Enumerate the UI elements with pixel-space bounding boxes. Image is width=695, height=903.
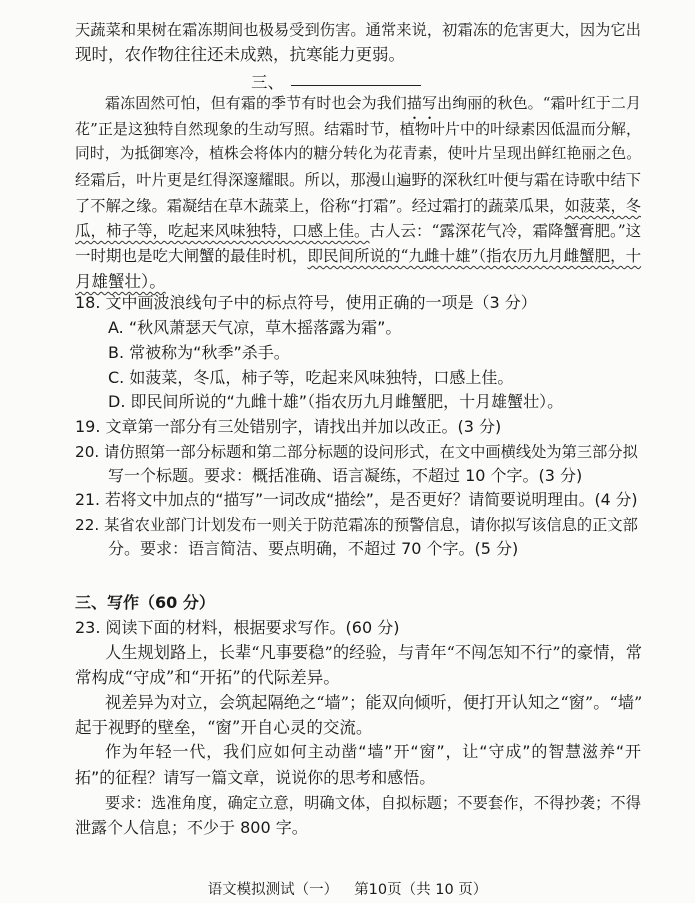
text: 了不解之缘。霜凝结在草木蔬菜上，俗称“打霜”。经过霜打的蔬菜瓜果， <box>75 197 565 215</box>
question-18: 18. 文中画波浪线句子中的标点符号，使用正确的一项是（3 分） <box>75 293 537 312</box>
material-line: 常构成“守成”和“开拓”的代际差异。 <box>75 668 340 687</box>
passage-line: 经霜后，叶片更是红得深邃耀眼。所以，那漫山遍野的深秋红叶便与霜在诗歌中结下 <box>75 171 641 189</box>
passage-line <box>75 196 641 216</box>
option-d: D. 即民间所说的“九雌十雄”（指农历九月雌蟹肥，十月雄蟹壮）。 <box>108 392 564 411</box>
part3-heading: 三、 <box>251 73 284 92</box>
question-20-cont: 写一个标题。要求：概括准确、语言凝练，不超过 10 个字。(3 分) <box>108 466 583 485</box>
material-line: 作为年轻一代，我们应如何主动凿“墙”开“窗”，让“守成”的智慧滋养“开 <box>105 742 641 761</box>
question-20: 20. 请仿照第一部分标题和第二部分标题的设问形式，在文中画横线处为第三部分拟 <box>75 443 638 461</box>
material-line: 视差异为对立，会筑起隔绝之“墙”；能双向倾听，便打开认知之“窗”。“墙” <box>105 693 643 712</box>
passage-line <box>75 221 641 241</box>
wavy-underlined-text: 瓜，柿子等，吃起来风味独特，口感上佳。 <box>75 222 370 240</box>
text: 一时期也是吃大闸蟹的最佳时机， <box>75 247 308 265</box>
text: 古人云：“露深花气冷，霜降蟹膏肥。”这 <box>369 222 642 240</box>
passage-line: 天蔬菜和果树在霜冻期间也极易受到伤害。通常来说，初霜冻的危害更大，因为它出 <box>75 21 641 39</box>
title-blank-line <box>291 67 421 86</box>
option-a: A. “秋风萧瑟天气凉，草木摇落露为霜”。 <box>108 318 402 337</box>
emphasis-dot-char: 写 <box>422 94 438 112</box>
material-line: 拓”的征程？请写一篇文章，说说你的思考和感悟。 <box>75 768 436 787</box>
question-21: 21. 若将文中加点的“描写”一词改成“描绘”，是否更好？请简要说明理由。(4 分) <box>75 490 638 509</box>
option-c: C. 如菠菜，冬瓜，柿子等，吃起来风味独特，口感上佳。 <box>108 368 514 387</box>
section-title-writing: 三、写作（60 分） <box>75 593 215 612</box>
passage-line <box>75 246 641 266</box>
passage-line: 同时，为抵御寒冷，植株会将体内的糖分转化为花青素，使叶片呈现出鲜红艳丽之色。 <box>75 145 641 162</box>
requirement-line: 泄露个人信息；不少于 800 字。 <box>75 818 308 837</box>
question-22-cont: 分。要求：语言简洁、要点明确，不超过 70 个字。(5 分) <box>108 539 519 558</box>
wavy-underlined-text: 月雄蟹壮）。 <box>75 272 166 291</box>
footer-page-number: 第10页（共 10 页） <box>354 882 488 898</box>
page-footer <box>0 878 695 899</box>
wavy-underlined-text: 如菠菜，冬 <box>564 197 642 215</box>
passage-line <box>105 93 641 113</box>
text: 出绚丽的秋色。“霜叶红于二月 <box>437 94 641 112</box>
requirement-line: 要求：选准角度，确定立意，明确文体，自拟标题；不要套作，不得抄袭；不得 <box>105 794 641 812</box>
passage-line: 花”正是这独特自然现象的生动写照。结霜时节，植物叶片中的叶绿素因低温而分解， <box>75 120 641 138</box>
question-19: 19. 文章第一部分有三处错别字，请找出并加以改正。(3 分) <box>75 417 502 436</box>
material-line: 起于视野的壁垒，“窗”开自心灵的交流。 <box>75 718 373 737</box>
question-22: 22. 某省农业部门计划发布一则关于防范霜冻的预警信息，请你拟写该信息的正文部 <box>75 516 638 534</box>
text: 霜冻固然可怕，但有霜的季节有时也会为我们 <box>105 94 407 112</box>
option-b: B. 常被称为“秋季”杀手。 <box>108 343 290 362</box>
wavy-underlined-text: 即民间所说的“九雌十雄”（指农历九月雌蟹肥，十 <box>307 247 642 265</box>
passage-line <box>75 272 641 292</box>
footer-title: 语文模拟测试（一） <box>207 882 339 898</box>
material-line: 人生规划路上，长辈“凡事要稳”的经验，与青年“不闯怎知不行”的豪情，常 <box>105 643 642 662</box>
question-23: 23. 阅读下面的材料，根据要求写作。(60 分) <box>75 618 400 637</box>
passage-line: 现时，农作物往往还未成熟，抗寒能力更弱。 <box>75 45 405 64</box>
emphasis-dot-char: 描 <box>406 94 422 112</box>
